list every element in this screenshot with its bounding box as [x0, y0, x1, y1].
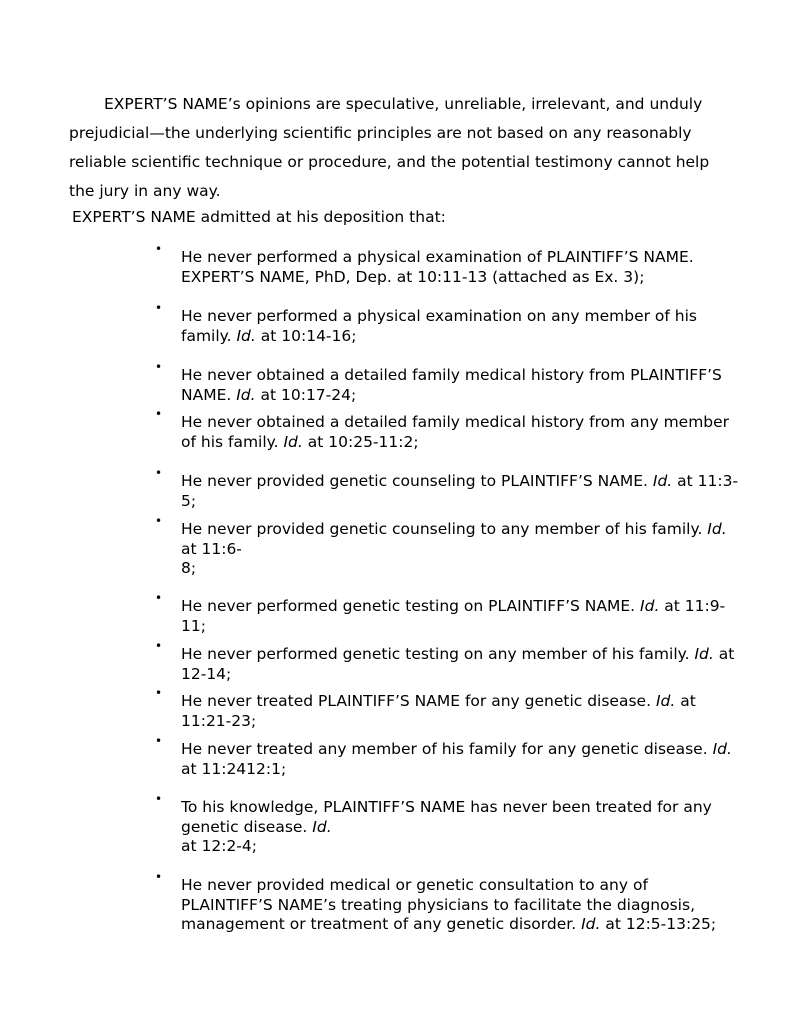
bullet-marker: •	[155, 360, 163, 374]
list-item: He never treated any member of his family for any genetic disease. Id. at 11:2412:1;	[181, 740, 732, 778]
citation-id: Id.	[655, 692, 676, 710]
citation-id: Id.	[694, 645, 714, 663]
bullet-marker: •	[155, 686, 163, 700]
citation-id: Id.	[707, 520, 727, 538]
list-item: He never performed a physical examination of PLAINTIFF’S NAME. EXPERT’S NAME, PhD, Dep. at 10:11-13 (attached as Ex. 3);	[181, 248, 694, 286]
bullet-marker: •	[155, 870, 163, 884]
list-item: He never provided medical or genetic consultation to any of PLAINTIFF’S NAME’s treating physicians to facilitate the diagnosis, management or treatment of any genetic disorder. Id. at 12:5-13:25;	[181, 876, 717, 933]
bullet-marker: •	[155, 301, 163, 315]
list-item: He never treated PLAINTIFF’S NAME for any genetic disease. Id. at 11:21-23;	[181, 692, 696, 730]
list-item: He never performed genetic testing on any member of his family. Id. at 12-14;	[181, 645, 735, 683]
bullet-marker: •	[155, 639, 163, 653]
intro-paragraph-text: EXPERT’S NAME’s opinions are speculative, unreliable, irrelevant, and unduly prejudicial—the underlying scientific principles are not based on any reasonably reliable scientific technique or procedure, and the potential testimony cannot help the jury in any way.	[69, 95, 710, 200]
list-item: He never performed a physical examination on any member of his family. Id. at 10:14-16;	[181, 307, 697, 345]
citation-id: Id.	[581, 915, 601, 933]
bullet-marker: •	[155, 407, 163, 421]
list-item: He never performed genetic testing on PLAINTIFF’S NAME. Id. at 11:9-11;	[181, 597, 726, 635]
citation-id: Id.	[236, 385, 256, 404]
bullet-marker: •	[155, 792, 163, 806]
list-item: To his knowledge, PLAINTIFF’S NAME has never been treated for any genetic disease. Id. at 12:2-4;	[181, 798, 712, 855]
bullet-marker: •	[155, 466, 163, 480]
list-item: He never obtained a detailed family medical history from PLAINTIFF’S NAME. Id. at 10:17-24;	[181, 366, 722, 404]
citation-id: Id.	[712, 740, 732, 758]
citation-id: Id.	[640, 597, 660, 615]
citation-id: Id.	[236, 326, 256, 345]
bullet-marker: •	[155, 734, 163, 748]
list-item: He never obtained a detailed family medical history from any member of his family. Id. at 10:25-11:2;	[181, 413, 730, 451]
citation-id: Id.	[312, 817, 332, 836]
citation-id: Id.	[283, 432, 303, 451]
list-item: He never provided genetic counseling to any member of his family. Id. at 11:6- 8;	[181, 520, 727, 577]
bullet-marker: •	[155, 591, 163, 605]
bullet-marker: •	[155, 514, 163, 528]
list-item: He never provided genetic counseling to PLAINTIFF’S NAME. Id. at 11:3-5;	[181, 472, 739, 510]
citation-id: Id.	[652, 472, 673, 490]
deposition-lead-in: EXPERT’S NAME admitted at his deposition that:	[72, 208, 446, 226]
bullet-marker: •	[155, 242, 163, 256]
intro-paragraph	[69, 90, 729, 206]
